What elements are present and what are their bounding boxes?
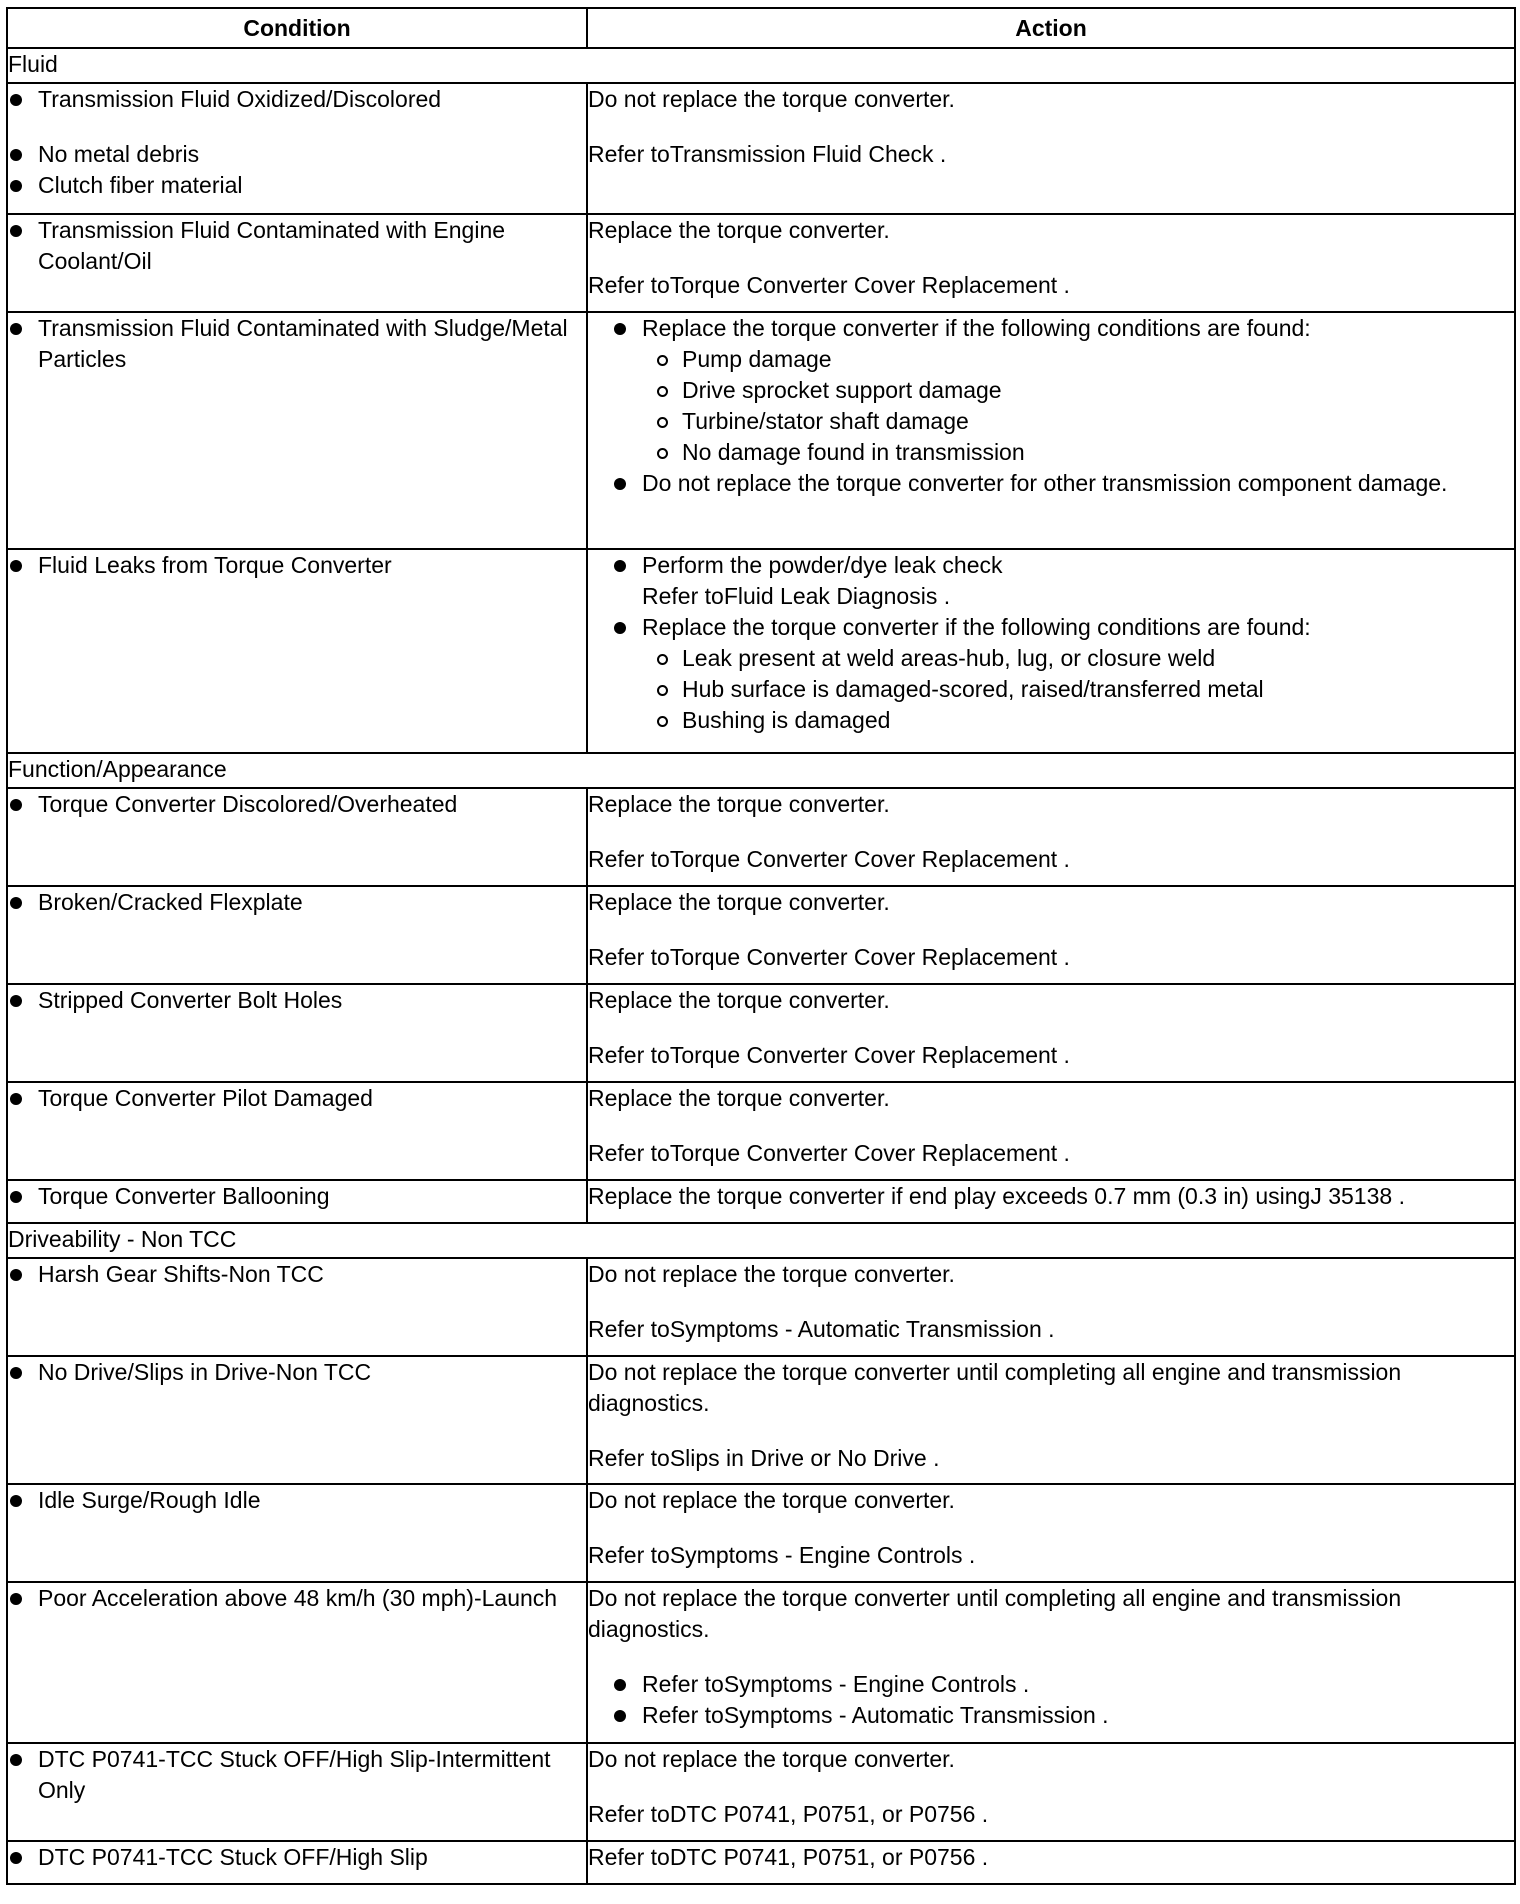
- refer-link[interactable]: Refer toTorque Converter Cover Replacement .: [588, 846, 1070, 872]
- condition-text: DTC P0741-TCC Stuck OFF/High Slip-Intermittent Only: [8, 1744, 586, 1806]
- condition-cell: [7, 312, 587, 549]
- table-row: [7, 1356, 1515, 1484]
- table-row: [7, 1841, 1515, 1884]
- condition-cell: [7, 1582, 587, 1743]
- action-list-item: [612, 550, 1514, 612]
- action-text: Do not replace the torque converter.: [588, 86, 955, 112]
- condition-header: Condition: [7, 8, 587, 48]
- table-row: [7, 1743, 1515, 1841]
- header-row: [7, 8, 1515, 48]
- condition-cell: [7, 83, 587, 214]
- action-sub-item: No damage found in transmission: [642, 437, 1514, 468]
- refer-link[interactable]: Refer toTorque Converter Cover Replacement .: [588, 1140, 1070, 1166]
- section-title-fluid: Fluid: [7, 48, 1515, 83]
- action-sub-item: Hub surface is damaged-scored, raised/transferred metal: [642, 674, 1514, 705]
- table-row: [7, 1258, 1515, 1356]
- action-cell: [587, 214, 1515, 312]
- action-cell: [587, 1841, 1515, 1884]
- action-text: Do not replace the torque converter.: [588, 1261, 955, 1287]
- action-list-item: Do not replace the torque converter for other transmission component damage.: [612, 468, 1514, 499]
- condition-text: Torque Converter Pilot Damaged: [8, 1083, 586, 1114]
- action-cell: [587, 1180, 1515, 1223]
- action-sub-item: Bushing is damaged: [642, 705, 1514, 736]
- action-text: Replace the torque converter.: [588, 889, 890, 915]
- action-cell: [587, 1258, 1515, 1356]
- table-row: [7, 83, 1515, 214]
- condition-cell: [7, 1082, 587, 1180]
- action-sub-item: Leak present at weld areas-hub, lug, or closure weld: [642, 643, 1514, 674]
- table-row: [7, 886, 1515, 984]
- action-text: Replace the torque converter if the following conditions are found:: [642, 614, 1311, 640]
- refer-link[interactable]: Refer toTorque Converter Cover Replacement .: [588, 1042, 1070, 1068]
- section-row: [7, 48, 1515, 83]
- table-row: [7, 214, 1515, 312]
- action-cell: [587, 1743, 1515, 1841]
- condition-cell: [7, 984, 587, 1082]
- refer-link[interactable]: Refer toDTC P0741, P0751, or P0756 .: [588, 1844, 989, 1870]
- condition-cell: [7, 214, 587, 312]
- section-title-driveability: Driveability - Non TCC: [7, 1223, 1515, 1258]
- action-cell: [587, 1356, 1515, 1484]
- table-row: [7, 984, 1515, 1082]
- action-cell: [587, 1484, 1515, 1582]
- condition-text: Transmission Fluid Contaminated with Engine Coolant/Oil: [8, 215, 586, 277]
- condition-cell: [7, 1841, 587, 1884]
- condition-text: Poor Acceleration above 48 km/h (30 mph)-Launch: [8, 1583, 586, 1614]
- action-sub-item: Drive sprocket support damage: [642, 375, 1514, 406]
- table-row: [7, 1582, 1515, 1743]
- condition-text: Torque Converter Ballooning: [8, 1181, 586, 1212]
- action-list-item: [612, 612, 1514, 736]
- condition-cell: [7, 1356, 587, 1484]
- section-row: [7, 1223, 1515, 1258]
- action-text: Do not replace the torque converter.: [588, 1487, 955, 1513]
- condition-text: Transmission Fluid Contaminated with Sludge/Metal Particles: [8, 313, 586, 375]
- condition-cell: [7, 1484, 587, 1582]
- action-cell: [587, 83, 1515, 214]
- action-sub-item: Turbine/stator shaft damage: [642, 406, 1514, 437]
- condition-subtext: No metal debris: [8, 139, 586, 170]
- action-text: Replace the torque converter.: [588, 217, 890, 243]
- diagnosis-table: [6, 7, 1516, 1885]
- action-cell: [587, 1082, 1515, 1180]
- table-row: [7, 1180, 1515, 1223]
- action-cell: [587, 984, 1515, 1082]
- section-title-function-appearance: Function/Appearance: [7, 753, 1515, 788]
- condition-text: Torque Converter Discolored/Overheated: [8, 789, 586, 820]
- condition-subtext: Clutch fiber material: [8, 170, 586, 201]
- action-text: Replace the torque converter if end play exceeds 0.7 mm (0.3 in) usingJ 35138 .: [588, 1183, 1405, 1209]
- action-text: Do not replace the torque converter.: [588, 1746, 955, 1772]
- action-text: Do not replace the torque converter until completing all engine and transmission diagnostics.: [588, 1585, 1402, 1642]
- action-text: Replace the torque converter.: [588, 791, 890, 817]
- action-text: Replace the torque converter.: [588, 1085, 890, 1111]
- refer-link[interactable]: Refer toTorque Converter Cover Replacement .: [588, 944, 1070, 970]
- condition-cell: [7, 549, 587, 753]
- action-cell: [587, 886, 1515, 984]
- refer-link[interactable]: Refer toDTC P0741, P0751, or P0756 .: [588, 1801, 989, 1827]
- action-text: Replace the torque converter.: [588, 987, 890, 1013]
- refer-link[interactable]: Refer toSymptoms - Automatic Transmission .: [612, 1700, 1514, 1731]
- condition-text: Harsh Gear Shifts-Non TCC: [8, 1259, 586, 1290]
- action-header: Action: [587, 8, 1515, 48]
- condition-cell: [7, 886, 587, 984]
- refer-link[interactable]: Refer toTransmission Fluid Check .: [588, 141, 947, 167]
- condition-text: Fluid Leaks from Torque Converter: [8, 550, 586, 581]
- condition-cell: [7, 788, 587, 886]
- condition-text: Stripped Converter Bolt Holes: [8, 985, 586, 1016]
- section-row: [7, 753, 1515, 788]
- condition-cell: [7, 1743, 587, 1841]
- action-sub-item: Pump damage: [642, 344, 1514, 375]
- table-row: [7, 312, 1515, 549]
- action-cell: [587, 312, 1515, 549]
- condition-cell: [7, 1180, 587, 1223]
- table-row: [7, 1082, 1515, 1180]
- condition-text: No Drive/Slips in Drive-Non TCC: [8, 1357, 586, 1388]
- refer-link[interactable]: Refer toSymptoms - Engine Controls .: [612, 1669, 1514, 1700]
- refer-link[interactable]: Refer toSlips in Drive or No Drive .: [588, 1445, 940, 1471]
- condition-text: Idle Surge/Rough Idle: [8, 1485, 586, 1516]
- action-text: Do not replace the torque converter until completing all engine and transmission diagnostics.: [588, 1359, 1402, 1416]
- action-cell: [587, 1582, 1515, 1743]
- condition-text: DTC P0741-TCC Stuck OFF/High Slip: [8, 1842, 586, 1873]
- action-list-item: [612, 313, 1514, 468]
- table-row: [7, 788, 1515, 886]
- table-row: [7, 549, 1515, 753]
- refer-link[interactable]: Refer toTorque Converter Cover Replacement .: [588, 272, 1070, 298]
- condition-text: Broken/Cracked Flexplate: [8, 887, 586, 918]
- refer-link[interactable]: Refer toSymptoms - Automatic Transmission .: [588, 1316, 1055, 1342]
- action-cell: [587, 549, 1515, 753]
- refer-link[interactable]: Refer toFluid Leak Diagnosis .: [642, 583, 951, 609]
- condition-cell: [7, 1258, 587, 1356]
- refer-link[interactable]: Refer toSymptoms - Engine Controls .: [588, 1542, 976, 1568]
- action-cell: [587, 788, 1515, 886]
- table-row: [7, 1484, 1515, 1582]
- condition-text: Transmission Fluid Oxidized/Discolored: [8, 84, 586, 115]
- action-text: Replace the torque converter if the following conditions are found:: [642, 315, 1311, 341]
- action-text: Perform the powder/dye leak check: [642, 552, 1003, 578]
